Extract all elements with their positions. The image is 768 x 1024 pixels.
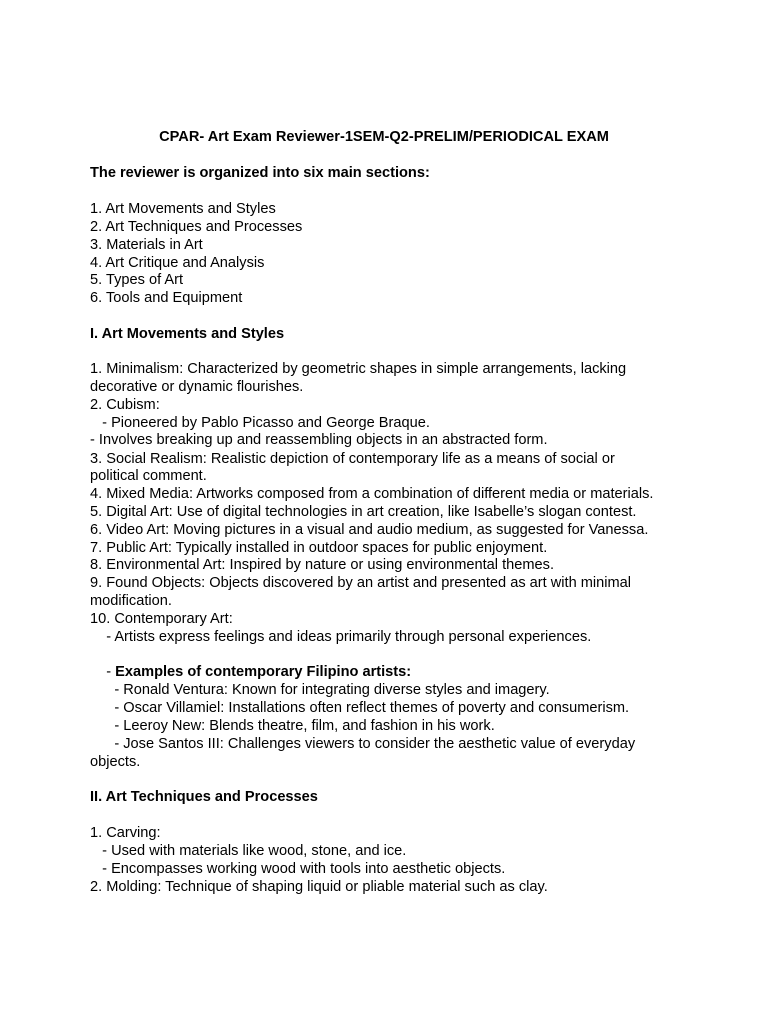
text-line: 6. Video Art: Moving pictures in a visual and audio medium, as suggested for Vanessa. <box>90 522 649 538</box>
text-line: 10. Contemporary Art: <box>90 611 233 627</box>
examples-prefix: - <box>90 664 116 680</box>
list-item: 3. Materials in Art <box>90 237 203 253</box>
text-line: modification. <box>90 593 172 609</box>
list-item: 4. Art Critique and Analysis <box>90 255 265 271</box>
text-line: 5. Digital Art: Use of digital technologies in art creation, like Isabelle’s slogan contest. <box>90 504 637 520</box>
example-item: - Ronald Ventura: Known for integrating diverse styles and imagery. <box>90 682 550 698</box>
intro-text: The reviewer is organized into six main sections: <box>90 165 430 181</box>
text-line: - Encompasses working wood with tools into aesthetic objects. <box>90 861 506 877</box>
text-line: 3. Social Realism: Realistic depiction of contemporary life as a means of social or <box>90 451 615 467</box>
list-item: 6. Tools and Equipment <box>90 290 243 306</box>
text-line: 1. Minimalism: Characterized by geometric shapes in simple arrangements, lacking <box>90 361 627 377</box>
text-line: - Pioneered by Pablo Picasso and George Braque. <box>90 415 430 431</box>
example-item: - Oscar Villamiel: Installations often reflect themes of poverty and consumerism. <box>90 700 630 716</box>
text-line: 9. Found Objects: Objects discovered by an artist and presented as art with minimal <box>90 575 632 591</box>
text-line: political comment. <box>90 468 207 484</box>
examples-line <box>90 663 411 681</box>
example-item: - Jose Santos III: Challenges viewers to consider the aesthetic value of everyday <box>90 736 636 752</box>
text-line: 8. Environmental Art: Inspired by nature or using environmental themes. <box>90 557 554 573</box>
text-line: 2. Cubism: <box>90 397 160 413</box>
example-item: - Leeroy New: Blends theatre, film, and fashion in his work. <box>90 718 495 734</box>
list-item: 2. Art Techniques and Processes <box>90 219 303 235</box>
text-line: 2. Molding: Technique of shaping liquid or pliable material such as clay. <box>90 879 548 895</box>
examples-heading: Examples of contemporary Filipino artists: <box>115 664 412 680</box>
document-title: CPAR- Art Exam Reviewer-1SEM-Q2-PRELIM/PERIODICAL EXAM <box>159 129 609 145</box>
text-line: decorative or dynamic flourishes. <box>90 379 304 395</box>
text-line: - Used with materials like wood, stone, and ice. <box>90 843 407 859</box>
text-line: 1. Carving: <box>90 825 161 841</box>
list-item: 1. Art Movements and Styles <box>90 201 276 217</box>
section-heading: II. Art Techniques and Processes <box>90 789 318 805</box>
list-item: 5. Types of Art <box>90 272 184 288</box>
section-heading: I. Art Movements and Styles <box>90 326 285 342</box>
text-line: 4. Mixed Media: Artworks composed from a combination of different media or materials. <box>90 486 654 502</box>
example-item: objects. <box>90 754 141 770</box>
text-line: - Artists express feelings and ideas primarily through personal experiences. <box>90 629 592 645</box>
text-line: 7. Public Art: Typically installed in outdoor spaces for public enjoyment. <box>90 540 548 556</box>
text-line: - Involves breaking up and reassembling objects in an abstracted form. <box>90 432 548 448</box>
